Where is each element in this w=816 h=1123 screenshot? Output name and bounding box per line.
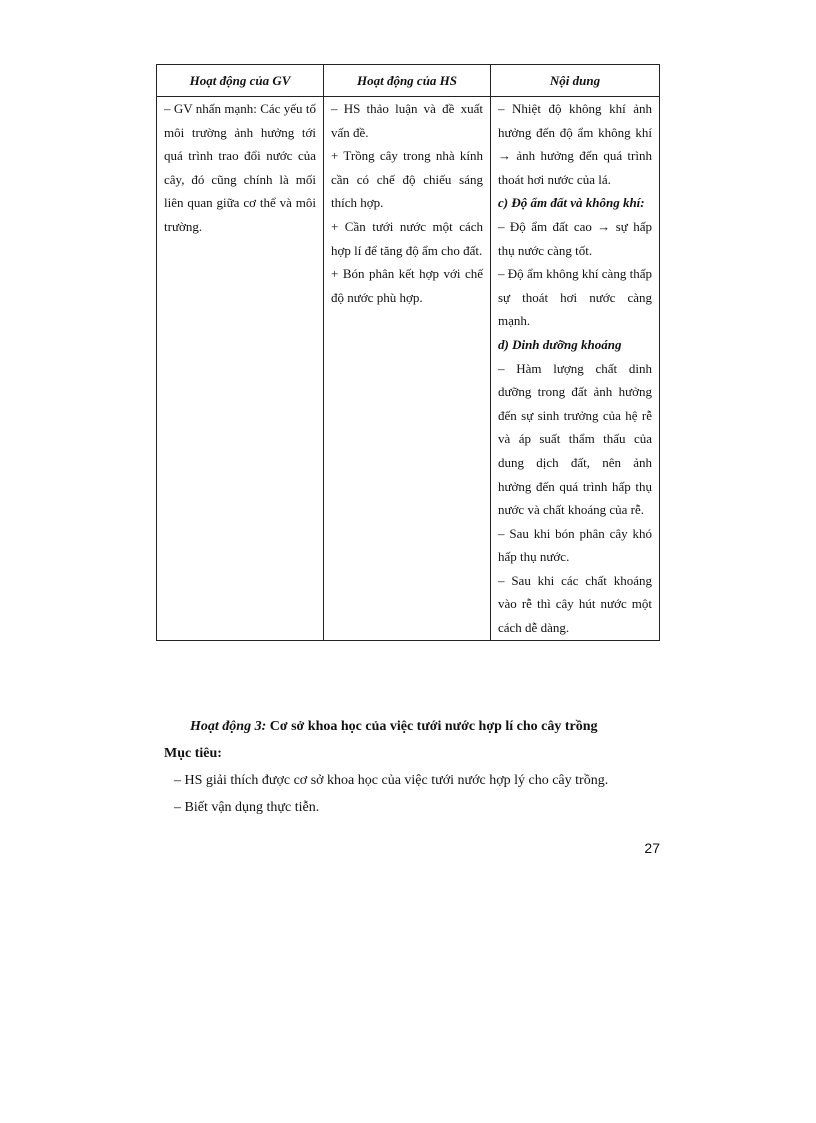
content-paragraph: – Độ ẩm không khí càng thấp sự thoát hơi nước càng mạnh. xyxy=(498,266,652,329)
content-cell xyxy=(491,97,660,641)
lesson-activity-table xyxy=(156,64,660,641)
student-activity-cell xyxy=(324,97,491,641)
student-paragraph: – HS thảo luận và đề xuất vấn đề. xyxy=(331,101,483,140)
student-paragraph: + Trồng cây trong nhà kính cần có chế độ chiếu sáng thích hợp. xyxy=(331,148,483,211)
activity-section xyxy=(164,713,664,821)
teacher-activity-cell xyxy=(157,97,324,641)
header-teacher-activity: Hoạt động của GV xyxy=(157,65,324,97)
content-paragraph: – Nhiệt độ không khí ảnh hưởng đến độ ẩm không khí → ảnh hưởng đến quá trình thoát hơi nước của lá. xyxy=(498,101,652,187)
table-header-row xyxy=(157,65,660,97)
objective-item: – HS giải thích được cơ sở khoa học của việc tưới nước hợp lý cho cây trồng. xyxy=(174,773,609,788)
table-row xyxy=(157,97,660,641)
activity-title-text: Cơ sở khoa học của việc tưới nước hợp lí cho cây trồng xyxy=(266,719,598,734)
objective-item: – Biết vận dụng thực tiễn. xyxy=(174,800,320,815)
content-paragraph: – Hàm lượng chất dinh dưỡng trong đất ảnh hưởng đến sự sinh trưởng của hệ rễ và áp suất thẩm thấu của dung dịch đất, nên ảnh hưởng đến quá trình hấp thụ nước và chất khoáng của rễ. xyxy=(498,360,652,518)
activity-title xyxy=(164,713,664,740)
page-number: 27 xyxy=(644,840,660,856)
content-paragraph: – Sau khi các chất khoáng vào rễ thì cây hút nước một cách dễ dàng. xyxy=(498,572,652,636)
student-paragraph: + Cần tưới nước một cách hợp lí để tăng độ ẩm cho đất. xyxy=(331,218,483,258)
student-paragraph: + Bón phân kết hợp với chế độ nước phù hợp. xyxy=(331,266,483,305)
header-content: Nội dung xyxy=(491,65,660,97)
teacher-paragraph: – GV nhấn mạnh: Các yếu tố môi trường ảnh hưởng tới quá trình trao đổi nước của cây, đó cũng chính là mối liên quan giữa cơ thể và môi trường. xyxy=(164,101,316,234)
activity-lead: Hoạt động 3: xyxy=(190,719,267,734)
content-paragraph: – Sau khi bón phân cây khó hấp thụ nước. xyxy=(498,525,652,565)
content-subheading-nutrition: d) Dinh dưỡng khoáng xyxy=(498,336,622,352)
content-subheading-humidity: c) Độ ẩm đất và không khí: xyxy=(498,195,645,211)
objective-label: Mục tiêu: xyxy=(164,746,222,761)
content-paragraph: – Độ ẩm đất cao → sự hấp thụ nước càng tốt. xyxy=(498,218,652,258)
header-student-activity: Hoạt động của HS xyxy=(324,65,491,97)
